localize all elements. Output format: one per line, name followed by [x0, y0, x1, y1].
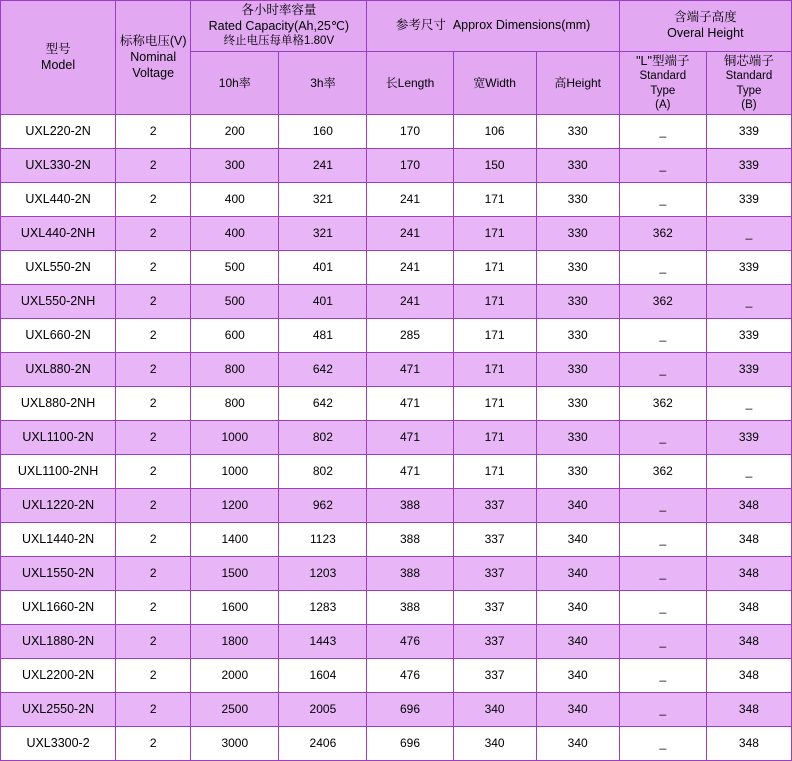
table-row — [1, 489, 792, 523]
table-body — [1, 115, 792, 761]
cell-length: 476 — [367, 659, 453, 693]
cell-terminal-b: 339 — [706, 421, 791, 455]
header-model — [1, 1, 116, 115]
cell-height: 330 — [536, 285, 619, 319]
cell-width: 337 — [453, 659, 536, 693]
cell-capacity-3h: 321 — [279, 183, 367, 217]
cell-voltage: 2 — [116, 149, 191, 183]
cell-terminal-b: 339 — [706, 183, 791, 217]
cell-terminal-b: 348 — [706, 591, 791, 625]
cell-capacity-3h: 642 — [279, 387, 367, 421]
cell-capacity-3h: 401 — [279, 285, 367, 319]
cell-height: 330 — [536, 115, 619, 149]
cell-capacity-3h: 802 — [279, 421, 367, 455]
header-terminal-a-cn: "L"型端子 — [636, 53, 690, 68]
cell-terminal-a: _ — [619, 149, 706, 183]
cell-length: 241 — [367, 285, 453, 319]
cell-width: 337 — [453, 625, 536, 659]
header-capacity-10h: 10h率 — [191, 51, 279, 115]
cell-model: UXL1660-2N — [1, 591, 116, 625]
table-row — [1, 217, 792, 251]
cell-height: 340 — [536, 693, 619, 727]
cell-capacity-3h: 642 — [279, 353, 367, 387]
table-row — [1, 455, 792, 489]
cell-terminal-b: 339 — [706, 149, 791, 183]
header-terminal-a-en2: Type — [650, 84, 676, 97]
cell-width: 171 — [453, 387, 536, 421]
cell-length: 696 — [367, 693, 453, 727]
cell-height: 340 — [536, 659, 619, 693]
cell-terminal-a: _ — [619, 489, 706, 523]
cell-terminal-b: 348 — [706, 727, 791, 761]
cell-terminal-a: _ — [619, 659, 706, 693]
cell-model: UXL880-2N — [1, 353, 116, 387]
cell-height: 330 — [536, 421, 619, 455]
cell-height: 330 — [536, 217, 619, 251]
cell-terminal-a: _ — [619, 591, 706, 625]
cell-length: 471 — [367, 353, 453, 387]
cell-voltage: 2 — [116, 693, 191, 727]
cell-capacity-3h: 481 — [279, 319, 367, 353]
header-terminal-b-code: (B) — [741, 99, 757, 111]
header-length: 长Length — [367, 51, 453, 115]
cell-voltage: 2 — [116, 557, 191, 591]
cell-capacity-10h: 1200 — [191, 489, 279, 523]
header-width: 宽Width — [453, 51, 536, 115]
cell-terminal-a: _ — [619, 319, 706, 353]
cell-width: 337 — [453, 591, 536, 625]
cell-terminal-b: _ — [706, 387, 791, 421]
cell-capacity-3h: 962 — [279, 489, 367, 523]
cell-terminal-b: _ — [706, 217, 791, 251]
table-row — [1, 387, 792, 421]
header-terminal-b-en: Standard — [725, 70, 773, 83]
cell-length: 388 — [367, 489, 453, 523]
cell-length: 476 — [367, 625, 453, 659]
cell-capacity-3h: 241 — [279, 149, 367, 183]
cell-capacity-10h: 600 — [191, 319, 279, 353]
header-terminal-b — [706, 51, 791, 115]
table-row — [1, 285, 792, 319]
header-dimensions-text: 参考尺寸 Approx Dimensions(mm) — [395, 18, 591, 32]
cell-capacity-10h: 400 — [191, 183, 279, 217]
cell-voltage: 2 — [116, 319, 191, 353]
header-terminal-a-en: Standard — [639, 70, 687, 83]
cell-height: 340 — [536, 489, 619, 523]
cell-model: UXL1100-2NH — [1, 455, 116, 489]
table-row — [1, 115, 792, 149]
cell-model: UXL550-2N — [1, 251, 116, 285]
cell-terminal-a: 362 — [619, 455, 706, 489]
cell-terminal-a: _ — [619, 251, 706, 285]
cell-model: UXL1440-2N — [1, 523, 116, 557]
cell-capacity-10h: 400 — [191, 217, 279, 251]
table-row — [1, 421, 792, 455]
cell-length: 388 — [367, 591, 453, 625]
cell-length: 696 — [367, 727, 453, 761]
cell-length: 285 — [367, 319, 453, 353]
header-nominal-voltage — [116, 1, 191, 115]
cell-height: 330 — [536, 183, 619, 217]
cell-capacity-10h: 1600 — [191, 591, 279, 625]
header-overall-cn: 含端子高度 — [674, 10, 737, 25]
cell-height: 340 — [536, 591, 619, 625]
cell-terminal-a: 362 — [619, 217, 706, 251]
header-terminal-b-cn: 铜芯端子 — [723, 53, 774, 68]
table-row — [1, 353, 792, 387]
cell-capacity-10h: 200 — [191, 115, 279, 149]
cell-length: 471 — [367, 387, 453, 421]
cell-height: 340 — [536, 625, 619, 659]
header-height: 高Height — [536, 51, 619, 115]
table-row — [1, 727, 792, 761]
header-voltage-cn: 标称电压(V) — [119, 34, 187, 49]
cell-voltage: 2 — [116, 217, 191, 251]
cell-capacity-10h: 1000 — [191, 421, 279, 455]
table-header — [1, 1, 792, 115]
cell-voltage: 2 — [116, 455, 191, 489]
cell-voltage: 2 — [116, 489, 191, 523]
header-capacity-3h: 3h率 — [279, 51, 367, 115]
cell-capacity-10h: 500 — [191, 251, 279, 285]
cell-voltage: 2 — [116, 183, 191, 217]
cell-voltage: 2 — [116, 625, 191, 659]
cell-width: 337 — [453, 523, 536, 557]
header-capacity-cn: 各小时率容量 — [241, 3, 317, 17]
cell-height: 330 — [536, 353, 619, 387]
cell-width: 171 — [453, 455, 536, 489]
cell-terminal-b: 348 — [706, 693, 791, 727]
cell-model: UXL550-2NH — [1, 285, 116, 319]
cell-width: 340 — [453, 693, 536, 727]
cell-terminal-b: 339 — [706, 115, 791, 149]
cell-model: UXL220-2N — [1, 115, 116, 149]
header-voltage-en2: Voltage — [132, 65, 175, 80]
cell-length: 471 — [367, 421, 453, 455]
header-overall-height-group — [619, 1, 791, 52]
table-row — [1, 557, 792, 591]
cell-capacity-3h: 1604 — [279, 659, 367, 693]
cell-terminal-a: _ — [619, 353, 706, 387]
cell-length: 388 — [367, 523, 453, 557]
cell-model: UXL3300-2 — [1, 727, 116, 761]
cell-width: 106 — [453, 115, 536, 149]
header-row-top — [1, 1, 792, 52]
cell-terminal-a: _ — [619, 115, 706, 149]
cell-capacity-10h: 1000 — [191, 455, 279, 489]
cell-terminal-b: 348 — [706, 557, 791, 591]
header-model-cn: 型号 — [45, 42, 71, 57]
cell-capacity-10h: 800 — [191, 387, 279, 421]
cell-length: 241 — [367, 183, 453, 217]
cell-length: 170 — [367, 149, 453, 183]
cell-voltage: 2 — [116, 421, 191, 455]
cell-capacity-3h: 1203 — [279, 557, 367, 591]
cell-height: 330 — [536, 455, 619, 489]
cell-model: UXL1220-2N — [1, 489, 116, 523]
header-terminal-b-en2: Type — [736, 84, 762, 97]
cell-voltage: 2 — [116, 523, 191, 557]
cell-height: 330 — [536, 387, 619, 421]
cell-terminal-b: 348 — [706, 523, 791, 557]
cell-capacity-3h: 1123 — [279, 523, 367, 557]
header-dimensions-group — [367, 1, 619, 52]
cell-model: UXL330-2N — [1, 149, 116, 183]
cell-voltage: 2 — [116, 387, 191, 421]
cell-model: UXL880-2NH — [1, 387, 116, 421]
header-capacity-group — [191, 1, 367, 52]
table-row — [1, 625, 792, 659]
cell-capacity-10h: 1400 — [191, 523, 279, 557]
cell-model: UXL1880-2N — [1, 625, 116, 659]
cell-terminal-b: 348 — [706, 625, 791, 659]
cell-terminal-a: 362 — [619, 387, 706, 421]
cell-capacity-3h: 1443 — [279, 625, 367, 659]
cell-capacity-10h: 1500 — [191, 557, 279, 591]
cell-terminal-a: _ — [619, 727, 706, 761]
cell-width: 337 — [453, 489, 536, 523]
cell-terminal-a: _ — [619, 625, 706, 659]
cell-model: UXL2200-2N — [1, 659, 116, 693]
cell-width: 337 — [453, 557, 536, 591]
cell-capacity-3h: 401 — [279, 251, 367, 285]
cell-height: 340 — [536, 523, 619, 557]
cell-capacity-10h: 300 — [191, 149, 279, 183]
cell-voltage: 2 — [116, 659, 191, 693]
table-row — [1, 183, 792, 217]
cell-width: 171 — [453, 251, 536, 285]
cell-height: 330 — [536, 319, 619, 353]
cell-capacity-3h: 802 — [279, 455, 367, 489]
cell-capacity-3h: 1283 — [279, 591, 367, 625]
cell-voltage: 2 — [116, 353, 191, 387]
cell-terminal-b: 348 — [706, 489, 791, 523]
cell-model: UXL1550-2N — [1, 557, 116, 591]
cell-height: 340 — [536, 727, 619, 761]
cell-capacity-10h: 2500 — [191, 693, 279, 727]
cell-capacity-10h: 800 — [191, 353, 279, 387]
cell-length: 241 — [367, 217, 453, 251]
cell-voltage: 2 — [116, 251, 191, 285]
cell-length: 388 — [367, 557, 453, 591]
table-row — [1, 149, 792, 183]
header-terminal-a — [619, 51, 706, 115]
cell-capacity-10h: 3000 — [191, 727, 279, 761]
table-row — [1, 251, 792, 285]
table-row — [1, 659, 792, 693]
table-row — [1, 693, 792, 727]
cell-width: 340 — [453, 727, 536, 761]
cell-terminal-b: 348 — [706, 659, 791, 693]
cell-terminal-b: 339 — [706, 353, 791, 387]
cell-terminal-a: _ — [619, 693, 706, 727]
cell-capacity-10h: 2000 — [191, 659, 279, 693]
cell-terminal-b: 339 — [706, 251, 791, 285]
cell-model: UXL2550-2N — [1, 693, 116, 727]
cell-width: 171 — [453, 285, 536, 319]
cell-model: UXL660-2N — [1, 319, 116, 353]
header-terminal-a-code: (A) — [655, 99, 671, 111]
cell-capacity-10h: 500 — [191, 285, 279, 319]
cell-width: 171 — [453, 217, 536, 251]
cell-height: 330 — [536, 251, 619, 285]
header-model-en: Model — [41, 57, 76, 72]
cell-capacity-3h: 160 — [279, 115, 367, 149]
cell-voltage: 2 — [116, 115, 191, 149]
cell-voltage: 2 — [116, 285, 191, 319]
cell-length: 471 — [367, 455, 453, 489]
table-row — [1, 523, 792, 557]
header-voltage-en: Nominal — [130, 49, 177, 64]
cell-width: 171 — [453, 183, 536, 217]
header-capacity-note: 终止电压每单格1.80V — [223, 35, 335, 48]
cell-model: UXL1100-2N — [1, 421, 116, 455]
header-capacity-en: Rated Capacity(Ah,25℃) — [208, 18, 350, 33]
cell-terminal-a: _ — [619, 523, 706, 557]
cell-capacity-3h: 2005 — [279, 693, 367, 727]
header-overall-en: Overal Height — [667, 25, 744, 40]
cell-model: UXL440-2N — [1, 183, 116, 217]
cell-width: 171 — [453, 319, 536, 353]
cell-capacity-3h: 2406 — [279, 727, 367, 761]
cell-model: UXL440-2NH — [1, 217, 116, 251]
table-row — [1, 319, 792, 353]
cell-terminal-a: _ — [619, 421, 706, 455]
cell-height: 330 — [536, 149, 619, 183]
cell-terminal-a: 362 — [619, 285, 706, 319]
cell-terminal-b: _ — [706, 455, 791, 489]
cell-terminal-b: 339 — [706, 319, 791, 353]
cell-terminal-b: _ — [706, 285, 791, 319]
cell-voltage: 2 — [116, 591, 191, 625]
cell-width: 150 — [453, 149, 536, 183]
cell-length: 170 — [367, 115, 453, 149]
cell-width: 171 — [453, 353, 536, 387]
cell-terminal-a: _ — [619, 183, 706, 217]
cell-height: 340 — [536, 557, 619, 591]
cell-voltage: 2 — [116, 727, 191, 761]
cell-capacity-10h: 1800 — [191, 625, 279, 659]
cell-terminal-a: _ — [619, 557, 706, 591]
cell-capacity-3h: 321 — [279, 217, 367, 251]
cell-length: 241 — [367, 251, 453, 285]
cell-width: 171 — [453, 421, 536, 455]
table-row — [1, 591, 792, 625]
